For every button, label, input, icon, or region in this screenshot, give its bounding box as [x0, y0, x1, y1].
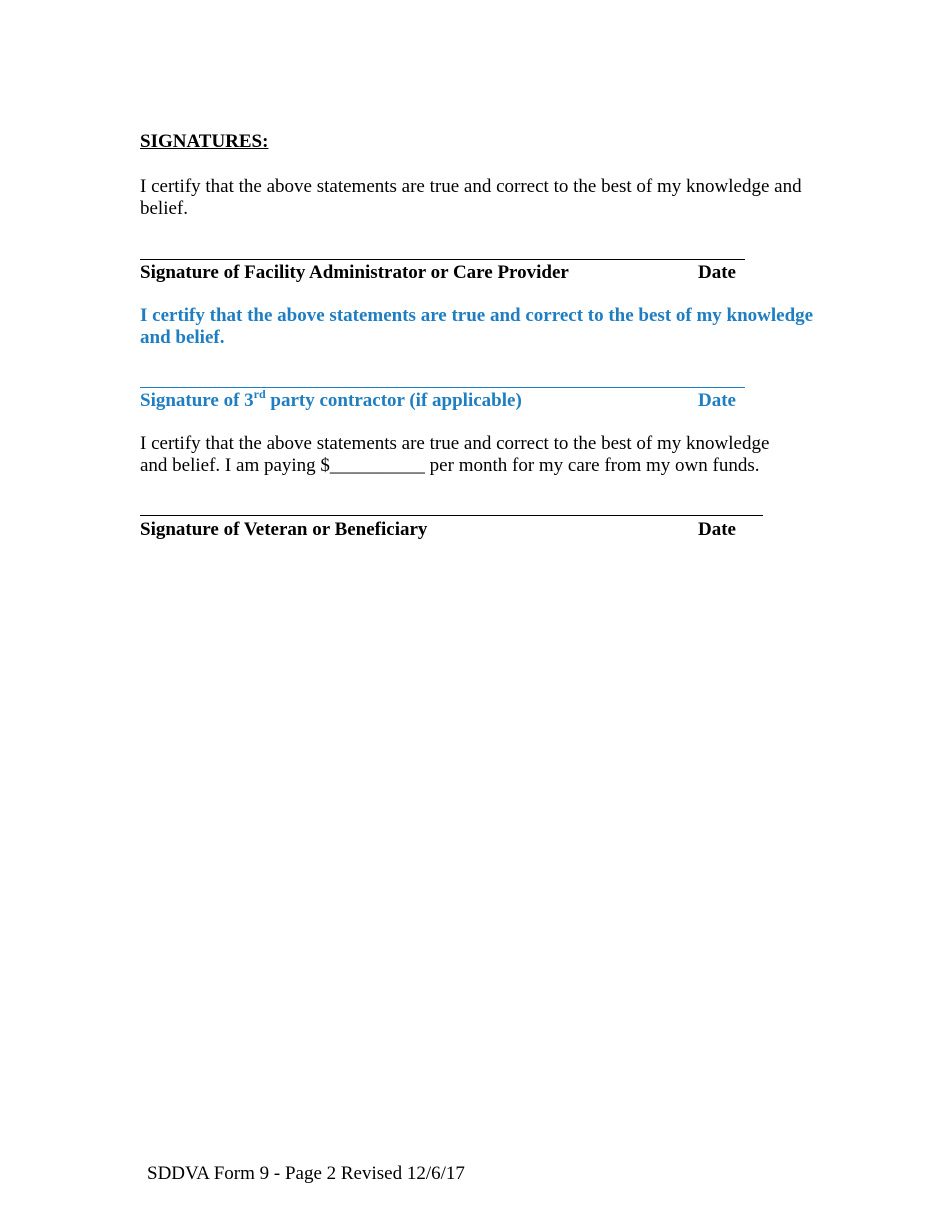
facility-signature-label: Signature of Facility Administrator or Care Provider — [140, 262, 569, 283]
contractor-signature-line[interactable] — [140, 387, 745, 388]
facility-signature-line[interactable] — [140, 259, 745, 260]
contractor-date-label: Date — [698, 390, 736, 411]
certification-line-2: and belief. — [140, 327, 225, 348]
certification-line-1: I certify that the above statements are true and correct to the best of my knowledge — [140, 433, 770, 454]
facility-date-label: Date — [698, 262, 736, 283]
veteran-date-label: Date — [698, 519, 736, 540]
veteran-signature-line[interactable] — [140, 515, 763, 516]
certification-line-1: I certify that the above statements are true and correct to the best of my knowledge — [140, 305, 814, 326]
veteran-signature-label: Signature of Veteran or Beneficiary — [140, 519, 428, 540]
certification-text-contractor — [140, 305, 813, 349]
certification-line-2: belief. — [140, 198, 189, 219]
certification-text-veteran — [140, 433, 769, 477]
certification-text-facility — [140, 176, 802, 220]
form-footer: SDDVA Form 9 - Page 2 Revised 12/6/17 — [147, 1163, 465, 1184]
signatures-heading: SIGNATURES: — [140, 131, 269, 152]
certification-line-1: I certify that the above statements are true and correct to the best of my knowledge and — [140, 176, 802, 197]
contractor-signature-label: Signature of 3rd party contractor (if applicable) — [140, 386, 522, 411]
certification-line-2: and belief. I am paying $__________ per month for my care from my own funds. — [140, 455, 760, 476]
